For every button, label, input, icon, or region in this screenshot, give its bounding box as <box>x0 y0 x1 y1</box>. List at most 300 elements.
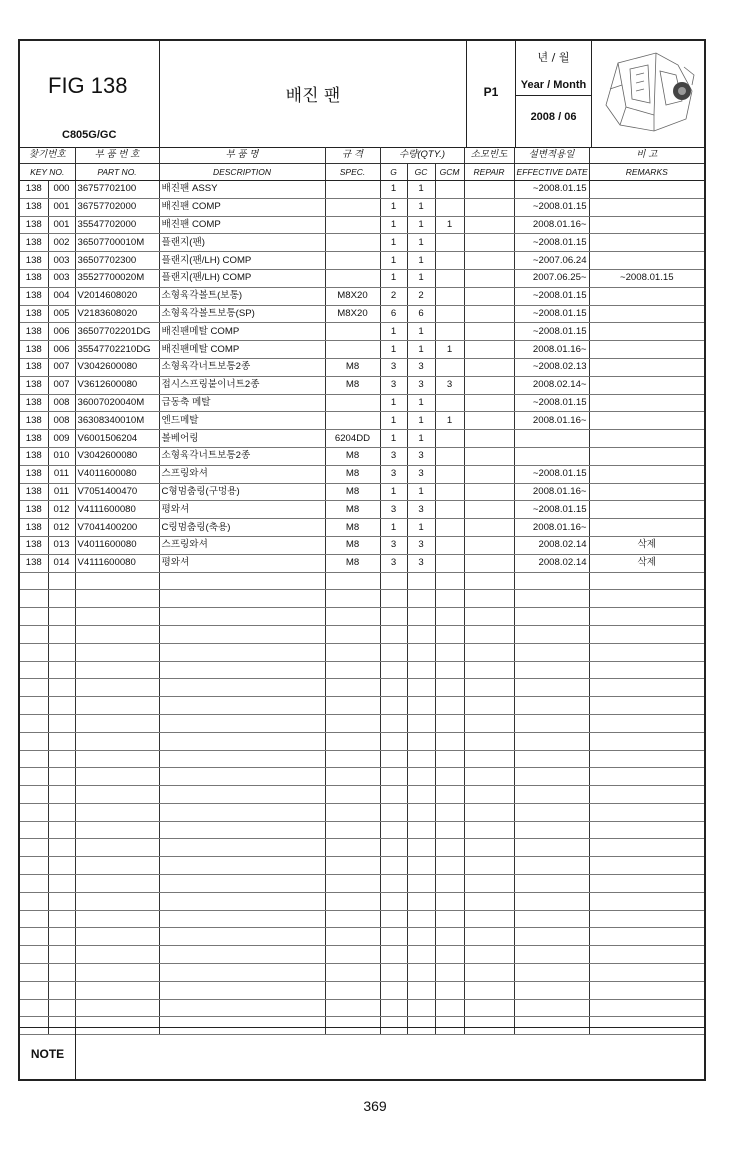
row-qty-gc <box>407 643 435 661</box>
row-repair <box>464 430 514 448</box>
sheet-header <box>20 41 704 148</box>
col-repair-en: REPAIR <box>464 164 514 181</box>
table-row <box>20 483 704 501</box>
row-effective-date: 2008.01.16~ <box>514 519 589 537</box>
row-qty-gcm <box>435 679 464 697</box>
row-remarks <box>589 501 704 519</box>
row-fig-no <box>20 910 48 928</box>
col-key-ko: 찾기번호 <box>20 147 75 164</box>
row-key-no: 012 <box>48 501 75 519</box>
row-part-no <box>75 768 159 786</box>
row-part-no: 36507700010M <box>75 234 159 252</box>
row-qty-gc <box>407 821 435 839</box>
row-spec <box>325 910 380 928</box>
row-description: 배진팬 COMP <box>159 198 325 216</box>
row-effective-date <box>514 821 589 839</box>
row-description: 평와셔 <box>159 554 325 572</box>
row-fig-no <box>20 679 48 697</box>
row-qty-gcm <box>435 714 464 732</box>
empty-table-row <box>20 714 704 732</box>
empty-table-row <box>20 697 704 715</box>
row-key-no <box>48 821 75 839</box>
empty-table-row <box>20 803 704 821</box>
row-description: 평와셔 <box>159 501 325 519</box>
row-part-no <box>75 821 159 839</box>
row-repair <box>464 732 514 750</box>
row-qty-g <box>380 750 407 768</box>
row-description: 소형육각너트보통2종 <box>159 358 325 376</box>
row-fig-no: 138 <box>20 305 48 323</box>
row-qty-gc: 3 <box>407 358 435 376</box>
row-key-no <box>48 910 75 928</box>
row-qty-g <box>380 608 407 626</box>
row-part-no: 36757702000 <box>75 198 159 216</box>
row-qty-gcm <box>435 554 464 572</box>
row-remarks <box>589 483 704 501</box>
year-month-cell <box>516 41 592 147</box>
row-spec <box>325 946 380 964</box>
empty-table-row <box>20 928 704 946</box>
row-effective-date <box>514 981 589 999</box>
row-key-no: 006 <box>48 341 75 359</box>
row-remarks <box>589 198 704 216</box>
row-qty-g <box>380 732 407 750</box>
row-qty-gc: 1 <box>407 269 435 287</box>
row-key-no <box>48 643 75 661</box>
empty-table-row <box>20 661 704 679</box>
row-spec <box>325 857 380 875</box>
page-number: 369 <box>363 1098 387 1114</box>
row-key-no <box>48 786 75 804</box>
row-fig-no <box>20 964 48 982</box>
row-qty-g <box>380 768 407 786</box>
row-repair <box>464 803 514 821</box>
row-fig-no <box>20 572 48 590</box>
row-part-no <box>75 661 159 679</box>
row-effective-date <box>514 750 589 768</box>
row-qty-gcm <box>435 572 464 590</box>
row-fig-no <box>20 643 48 661</box>
row-description <box>159 786 325 804</box>
row-qty-g: 2 <box>380 287 407 305</box>
empty-table-row <box>20 732 704 750</box>
row-fig-no: 138 <box>20 483 48 501</box>
row-remarks <box>589 287 704 305</box>
table-row <box>20 252 704 270</box>
year-month-value: 2008 / 06 <box>530 111 577 123</box>
row-remarks: 삭제 <box>589 536 704 554</box>
row-remarks <box>589 412 704 430</box>
row-qty-gc <box>407 875 435 893</box>
parts-body <box>20 181 704 1035</box>
row-effective-date: 2008.02.14~ <box>514 376 589 394</box>
row-repair <box>464 572 514 590</box>
row-spec <box>325 803 380 821</box>
parts-sheet <box>18 39 706 1081</box>
row-remarks <box>589 999 704 1017</box>
row-description: 엔드메탈 <box>159 412 325 430</box>
row-remarks <box>589 234 704 252</box>
row-qty-gcm <box>435 305 464 323</box>
empty-table-row <box>20 892 704 910</box>
row-fig-no <box>20 875 48 893</box>
row-remarks <box>589 821 704 839</box>
row-fig-no <box>20 928 48 946</box>
row-spec <box>325 821 380 839</box>
row-spec <box>325 892 380 910</box>
table-row <box>20 501 704 519</box>
row-key-no <box>48 750 75 768</box>
row-qty-gc: 3 <box>407 447 435 465</box>
row-fig-no <box>20 768 48 786</box>
row-effective-date <box>514 572 589 590</box>
row-effective-date <box>514 608 589 626</box>
row-fig-no: 138 <box>20 447 48 465</box>
row-qty-g <box>380 572 407 590</box>
page-code-cell <box>467 41 516 147</box>
row-spec <box>325 999 380 1017</box>
row-qty-gcm <box>435 875 464 893</box>
row-part-no <box>75 875 159 893</box>
row-repair <box>464 892 514 910</box>
row-spec: M8X20 <box>325 287 380 305</box>
row-description: 급동축 메탈 <box>159 394 325 412</box>
row-key-no: 014 <box>48 554 75 572</box>
row-remarks <box>589 661 704 679</box>
row-qty-gc <box>407 697 435 715</box>
row-remarks <box>589 981 704 999</box>
row-qty-gc: 1 <box>407 198 435 216</box>
row-remarks <box>589 679 704 697</box>
row-qty-gcm <box>435 786 464 804</box>
row-part-no <box>75 697 159 715</box>
row-qty-gc <box>407 786 435 804</box>
row-qty-gcm <box>435 910 464 928</box>
row-qty-gc: 1 <box>407 234 435 252</box>
row-qty-g: 1 <box>380 341 407 359</box>
row-part-no <box>75 892 159 910</box>
row-effective-date <box>514 625 589 643</box>
row-qty-g <box>380 928 407 946</box>
row-description: C형멈춤링(구멍용) <box>159 483 325 501</box>
year-month-ko: 년 / 월 <box>537 51 570 64</box>
row-key-no: 006 <box>48 323 75 341</box>
row-part-no: V4011600080 <box>75 465 159 483</box>
col-repair-ko: 소모빈도 <box>464 147 514 164</box>
row-fig-no <box>20 999 48 1017</box>
row-effective-date: ~2008.01.15 <box>514 465 589 483</box>
table-row <box>20 554 704 572</box>
row-part-no: V3612600080 <box>75 376 159 394</box>
row-qty-g: 1 <box>380 198 407 216</box>
row-key-no: 001 <box>48 216 75 234</box>
empty-table-row <box>20 625 704 643</box>
row-part-no <box>75 981 159 999</box>
row-fig-no: 138 <box>20 287 48 305</box>
row-key-no: 012 <box>48 519 75 537</box>
parts-table <box>20 147 704 1035</box>
col-desc-en: DESCRIPTION <box>159 164 325 181</box>
row-remarks <box>589 394 704 412</box>
row-spec <box>325 323 380 341</box>
table-row <box>20 358 704 376</box>
row-qty-gc <box>407 946 435 964</box>
row-description <box>159 625 325 643</box>
row-fig-no: 138 <box>20 536 48 554</box>
table-row <box>20 536 704 554</box>
empty-table-row <box>20 839 704 857</box>
row-key-no: 008 <box>48 394 75 412</box>
row-fig-no <box>20 803 48 821</box>
row-description: 배진팬 COMP <box>159 216 325 234</box>
row-effective-date <box>514 732 589 750</box>
thumbnail-cell <box>592 41 704 147</box>
row-qty-g <box>380 839 407 857</box>
row-effective-date <box>514 447 589 465</box>
row-description: 접시스프링붙이너트2종 <box>159 376 325 394</box>
table-row <box>20 323 704 341</box>
row-key-no <box>48 590 75 608</box>
row-fig-no <box>20 608 48 626</box>
row-part-no <box>75 590 159 608</box>
row-repair <box>464 661 514 679</box>
row-repair <box>464 305 514 323</box>
row-description <box>159 803 325 821</box>
row-qty-g <box>380 964 407 982</box>
row-key-no <box>48 892 75 910</box>
row-part-no <box>75 608 159 626</box>
row-part-no: 36007020040M <box>75 394 159 412</box>
row-repair <box>464 341 514 359</box>
row-description <box>159 768 325 786</box>
row-key-no: 009 <box>48 430 75 448</box>
row-description <box>159 679 325 697</box>
row-spec: M8 <box>325 447 380 465</box>
row-repair <box>464 269 514 287</box>
row-remarks <box>589 465 704 483</box>
row-part-no: 36308340010M <box>75 412 159 430</box>
row-qty-g: 3 <box>380 447 407 465</box>
empty-table-row <box>20 768 704 786</box>
row-spec: M8 <box>325 501 380 519</box>
row-repair <box>464 786 514 804</box>
row-key-no: 002 <box>48 234 75 252</box>
row-fig-no: 138 <box>20 269 48 287</box>
row-spec: 6204DD <box>325 430 380 448</box>
table-row <box>20 198 704 216</box>
row-description <box>159 608 325 626</box>
row-effective-date: ~2008.01.15 <box>514 198 589 216</box>
row-spec <box>325 625 380 643</box>
row-remarks <box>589 341 704 359</box>
row-key-no: 007 <box>48 376 75 394</box>
row-qty-gcm <box>435 252 464 270</box>
row-spec <box>325 608 380 626</box>
row-part-no <box>75 643 159 661</box>
row-key-no: 005 <box>48 305 75 323</box>
row-repair <box>464 981 514 999</box>
row-key-no <box>48 981 75 999</box>
row-part-no <box>75 679 159 697</box>
row-fig-no <box>20 732 48 750</box>
row-key-no <box>48 928 75 946</box>
row-qty-gcm <box>435 447 464 465</box>
row-repair <box>464 376 514 394</box>
row-effective-date: ~2008.01.15 <box>514 234 589 252</box>
table-row <box>20 181 704 199</box>
empty-table-row <box>20 910 704 928</box>
row-qty-gc: 6 <box>407 305 435 323</box>
row-fig-no: 138 <box>20 376 48 394</box>
row-remarks <box>589 323 704 341</box>
row-part-no <box>75 732 159 750</box>
table-row <box>20 447 704 465</box>
row-qty-g: 6 <box>380 305 407 323</box>
row-part-no: V6001506204 <box>75 430 159 448</box>
row-part-no: 35547702000 <box>75 216 159 234</box>
header-row-en <box>20 164 704 181</box>
table-row <box>20 376 704 394</box>
row-spec <box>325 252 380 270</box>
row-part-no: V4111600080 <box>75 554 159 572</box>
empty-table-row <box>20 786 704 804</box>
row-repair <box>464 857 514 875</box>
col-date-en: EFFECTIVE DATE <box>514 164 589 181</box>
row-remarks <box>589 608 704 626</box>
empty-table-row <box>20 590 704 608</box>
table-row <box>20 234 704 252</box>
row-key-no: 007 <box>48 358 75 376</box>
row-remarks <box>589 572 704 590</box>
row-key-no: 011 <box>48 465 75 483</box>
row-key-no <box>48 803 75 821</box>
row-qty-gcm <box>435 768 464 786</box>
row-repair <box>464 483 514 501</box>
row-description <box>159 875 325 893</box>
row-qty-gc <box>407 803 435 821</box>
row-effective-date: 2008.01.16~ <box>514 341 589 359</box>
row-qty-gcm <box>435 661 464 679</box>
row-qty-gc <box>407 928 435 946</box>
row-remarks <box>589 519 704 537</box>
row-spec: M8 <box>325 376 380 394</box>
row-spec: M8 <box>325 465 380 483</box>
row-fig-no: 138 <box>20 430 48 448</box>
row-qty-gc <box>407 892 435 910</box>
row-repair <box>464 358 514 376</box>
fig-label: FIG 138 <box>48 73 128 98</box>
row-remarks: 삭제 <box>589 554 704 572</box>
row-remarks <box>589 447 704 465</box>
row-description: 배진팬메탈 COMP <box>159 323 325 341</box>
row-key-no <box>48 608 75 626</box>
row-qty-gc <box>407 768 435 786</box>
row-fig-no: 138 <box>20 465 48 483</box>
row-part-no <box>75 572 159 590</box>
row-qty-g: 1 <box>380 181 407 199</box>
row-repair <box>464 536 514 554</box>
row-qty-gcm <box>435 732 464 750</box>
row-fig-no: 138 <box>20 323 48 341</box>
row-qty-gc <box>407 910 435 928</box>
row-remarks <box>589 946 704 964</box>
row-description: 플랜지(팬/LH) COMP <box>159 269 325 287</box>
row-part-no <box>75 999 159 1017</box>
row-qty-gcm <box>435 981 464 999</box>
row-repair <box>464 928 514 946</box>
row-repair <box>464 679 514 697</box>
col-key-en: KEY NO. <box>20 164 75 181</box>
row-qty-gcm <box>435 857 464 875</box>
row-description <box>159 590 325 608</box>
row-effective-date <box>514 875 589 893</box>
row-part-no <box>75 857 159 875</box>
row-remarks <box>589 875 704 893</box>
row-qty-gc <box>407 964 435 982</box>
row-qty-g: 1 <box>380 269 407 287</box>
row-remarks <box>589 625 704 643</box>
row-description: C링멈춤링(축용) <box>159 519 325 537</box>
row-qty-g <box>380 625 407 643</box>
row-description: 플랜지(팬/LH) COMP <box>159 252 325 270</box>
col-remarks-ko: 비 고 <box>589 147 704 164</box>
row-effective-date: ~2008.01.15 <box>514 287 589 305</box>
row-qty-g: 3 <box>380 376 407 394</box>
row-key-no <box>48 857 75 875</box>
row-effective-date <box>514 946 589 964</box>
row-description <box>159 946 325 964</box>
row-key-no <box>48 714 75 732</box>
empty-table-row <box>20 999 704 1017</box>
row-qty-gc: 3 <box>407 501 435 519</box>
table-row <box>20 519 704 537</box>
row-spec: M8X20 <box>325 305 380 323</box>
row-qty-gc <box>407 750 435 768</box>
table-row <box>20 430 704 448</box>
row-fig-no: 138 <box>20 341 48 359</box>
row-qty-g: 1 <box>380 483 407 501</box>
row-qty-gc: 1 <box>407 394 435 412</box>
row-key-no <box>48 875 75 893</box>
row-qty-gc <box>407 981 435 999</box>
row-repair <box>464 323 514 341</box>
row-qty-gcm <box>435 643 464 661</box>
col-qty-ko: 수량(QTY.) <box>380 147 464 164</box>
row-key-no <box>48 768 75 786</box>
row-repair <box>464 750 514 768</box>
col-part-ko: 부 품 번 호 <box>75 147 159 164</box>
row-repair <box>464 465 514 483</box>
row-effective-date <box>514 839 589 857</box>
row-qty-g <box>380 857 407 875</box>
row-effective-date <box>514 679 589 697</box>
row-repair <box>464 287 514 305</box>
row-remarks <box>589 928 704 946</box>
row-spec: M8 <box>325 519 380 537</box>
row-effective-date <box>514 661 589 679</box>
row-qty-gcm <box>435 750 464 768</box>
row-qty-gc <box>407 590 435 608</box>
row-qty-gcm <box>435 964 464 982</box>
row-description: 스프링와셔 <box>159 536 325 554</box>
row-qty-gcm: 1 <box>435 412 464 430</box>
row-remarks <box>589 750 704 768</box>
row-repair <box>464 697 514 715</box>
row-effective-date: 2008.01.16~ <box>514 412 589 430</box>
row-fig-no: 138 <box>20 358 48 376</box>
row-key-no <box>48 572 75 590</box>
row-description: 스프링와셔 <box>159 465 325 483</box>
